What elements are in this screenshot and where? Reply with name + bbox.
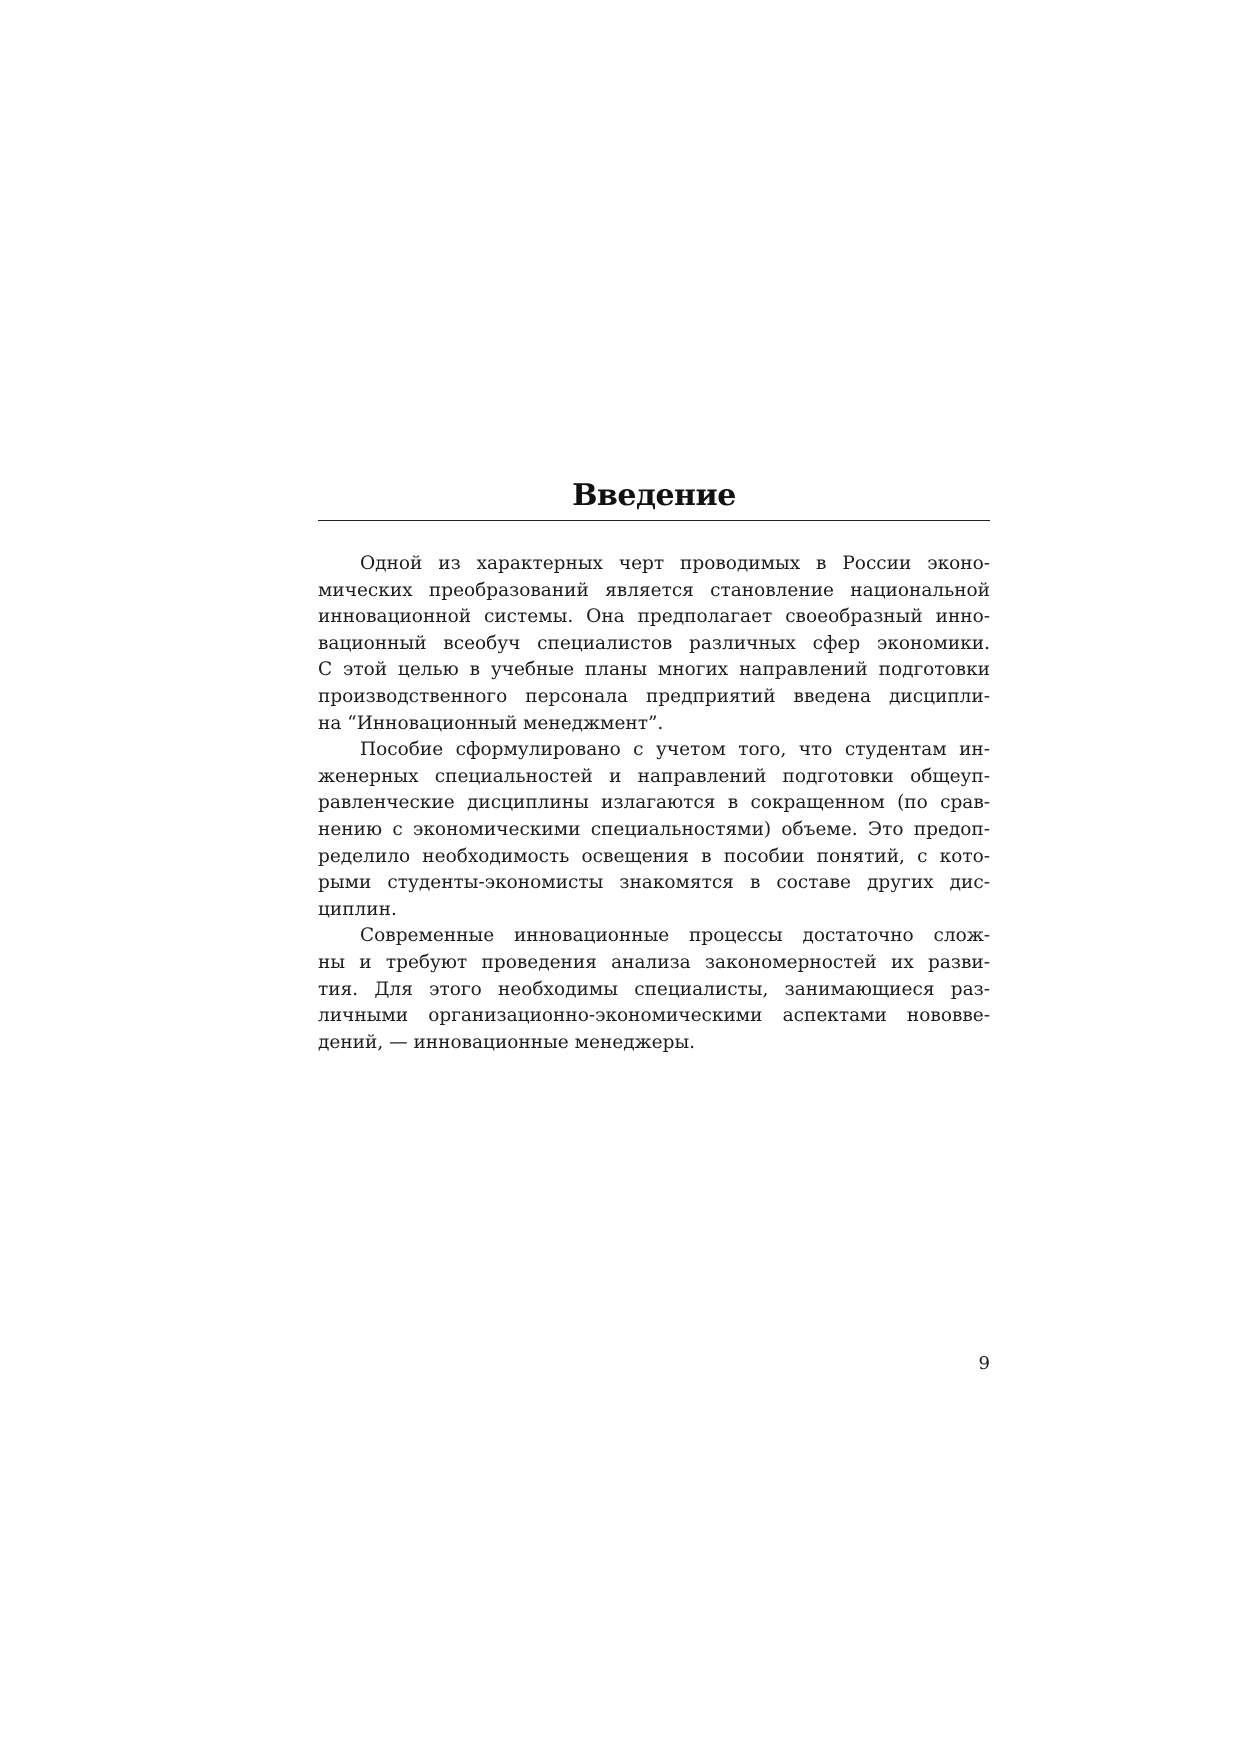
paragraph-1 xyxy=(318,551,990,737)
text-line: Одной из характерных черт проводимых в России эконо- xyxy=(360,553,990,574)
text-line: личными организационно-экономическими аспектами нововве- xyxy=(318,1005,990,1027)
page-number: 9 xyxy=(978,1353,990,1374)
title-underline-rule xyxy=(318,520,990,521)
text-line: ны и требуют проведения анализа закономерностей их разви- xyxy=(318,951,990,973)
text-line: С этой целью в учебные планы многих направлений подготовки xyxy=(318,659,990,681)
text-line: тия. Для этого необходимы специалисты, занимающиеся раз- xyxy=(318,978,990,1000)
text-line: на “Инновационный менеджмент”. xyxy=(318,712,664,734)
text-line: дений, — инновационные менеджеры. xyxy=(318,1031,696,1053)
text-line: мических преобразований является становление национальной xyxy=(318,579,990,601)
text-line: вационный всеобуч специалистов различных сфер экономики. xyxy=(318,632,990,654)
paragraph-3 xyxy=(318,923,990,1056)
text-line: равленческие дисциплины излагаются в сокращенном (по срав- xyxy=(318,792,990,814)
text-line: ределило необходимость освещения в пособии понятий, с кото- xyxy=(318,845,990,867)
chapter-title: Введение xyxy=(572,478,736,513)
text-line: Пособие сформулировано с учетом того, что студентам ин- xyxy=(360,739,990,761)
text-line: рыми студенты-экономисты знакомятся в составе других дис- xyxy=(318,872,990,894)
text-line: циплин. xyxy=(318,898,397,920)
text-line: Современные инновационные процессы достаточно слож- xyxy=(360,925,990,947)
body-text xyxy=(318,551,990,1056)
text-line: инновационной системы. Она предполагает своеобразный инно- xyxy=(318,606,990,628)
text-line: нению с экономическими специальностями) объеме. Это предоп- xyxy=(318,818,990,840)
text-line: женерных специальностей и направлений подготовки общеуп- xyxy=(318,765,990,787)
paragraph-2 xyxy=(318,737,990,923)
text-line: производственного персонала предприятий введена дисципли- xyxy=(318,685,990,707)
